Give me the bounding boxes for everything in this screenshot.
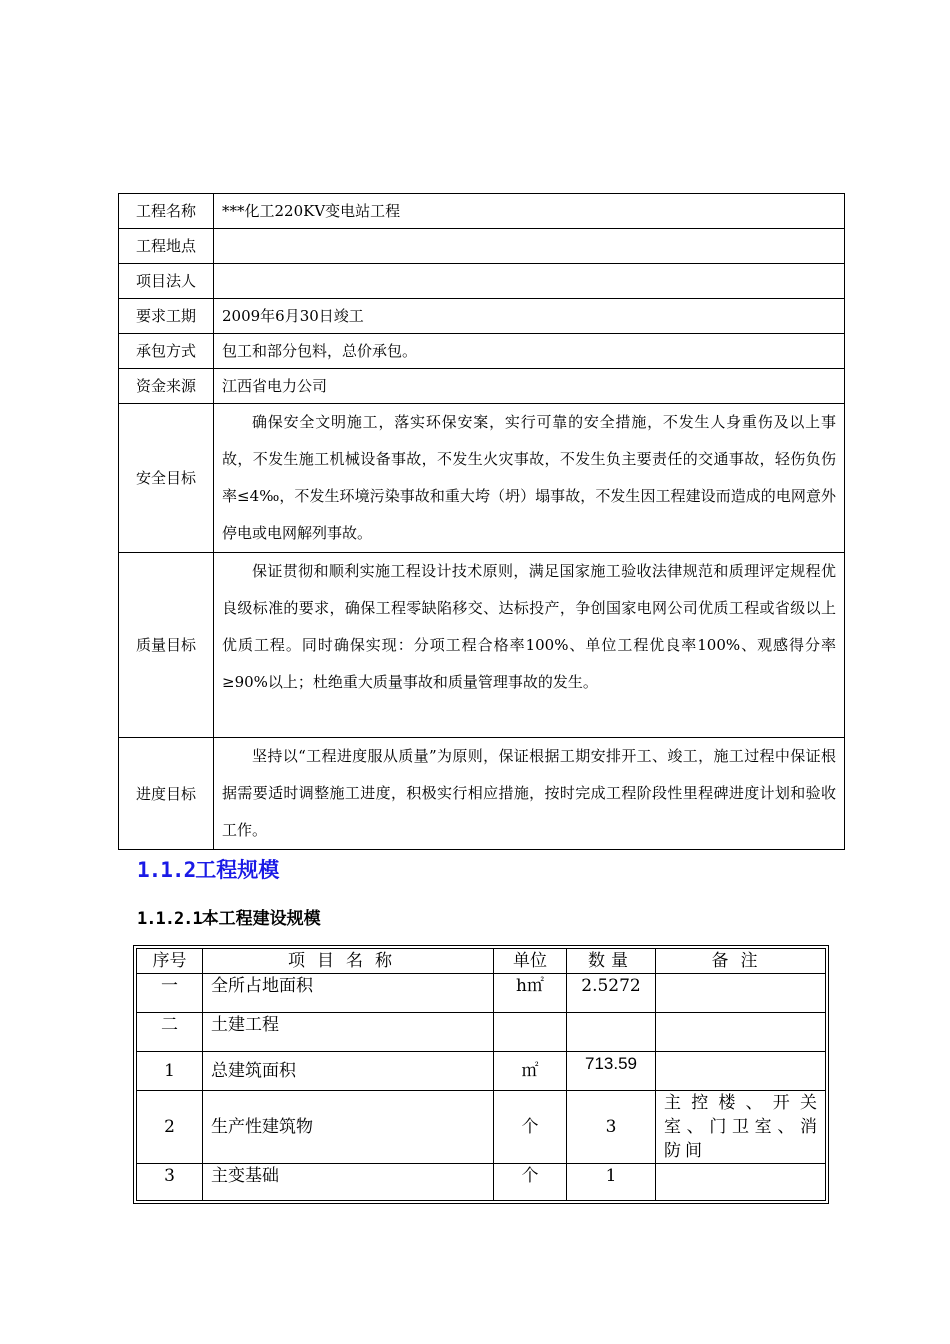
- subsection-title: 本工程建设规模: [201, 909, 321, 929]
- row-value: 包工和部分包料，总价承包。: [214, 334, 845, 369]
- cell-qty: 713.59: [567, 1052, 656, 1091]
- cell-name: 生产性建筑物: [203, 1091, 494, 1164]
- subsection-heading: [137, 904, 321, 929]
- cell-unit: ㎡: [494, 1052, 567, 1091]
- row-value: [214, 264, 845, 299]
- row-value: [214, 229, 845, 264]
- cell-name: 总建筑面积: [203, 1052, 494, 1091]
- table-row: [119, 194, 845, 229]
- table-header-row: [137, 949, 826, 974]
- row-label: 要求工期: [119, 299, 214, 334]
- table-row: [137, 1164, 826, 1201]
- project-info-table: [118, 193, 845, 850]
- cell-name: 主变基础: [203, 1164, 494, 1201]
- table-row: [119, 229, 845, 264]
- cell-qty: 2.5272: [567, 974, 656, 1013]
- row-label: 安全目标: [119, 404, 214, 553]
- cell-unit: 个: [494, 1164, 567, 1201]
- header-cell: 备注: [656, 949, 826, 974]
- table-row: [119, 264, 845, 299]
- table-row: [119, 553, 845, 738]
- row-label: 质量目标: [119, 553, 214, 738]
- cell-qty: 1: [567, 1164, 656, 1201]
- cell-note: [656, 1164, 826, 1201]
- cell-unit: 个: [494, 1091, 567, 1164]
- table-row: [119, 738, 845, 850]
- cell-note: [656, 1052, 826, 1091]
- row-label: 工程名称: [119, 194, 214, 229]
- header-cell: 数量: [567, 949, 656, 974]
- cell-name: 全所占地面积: [203, 974, 494, 1013]
- table-row: [137, 1052, 826, 1091]
- table-row: [137, 974, 826, 1013]
- row-value: ***化工220KV变电站工程: [214, 194, 845, 229]
- cell-note: [656, 1013, 826, 1052]
- section-number: 1.1.2: [137, 858, 196, 882]
- table-row: [119, 299, 845, 334]
- header-cell: 序号: [137, 949, 203, 974]
- table-row: [119, 404, 845, 553]
- header-cell: 项目名称: [203, 949, 494, 974]
- cell-num: 3: [137, 1164, 203, 1201]
- section-heading: [137, 854, 279, 884]
- table-row: [119, 369, 845, 404]
- safety-goal-text: 确保安全文明施工，落实环保安案，实行可靠的安全措施，不发生人身重伤及以上事故，不发生施工机械设备事故，不发生火灾事故，不发生负主要责任的交通事故，轻伤负伤率≤4‰，不发生环境污染事故和重大垮（坍）塌事故，不发生因工程建设而造成的电网意外停电或电网解列事故。: [214, 404, 845, 553]
- header-cell: 单位: [494, 949, 567, 974]
- cell-num: 1: [137, 1052, 203, 1091]
- cell-num: 二: [137, 1013, 203, 1052]
- table-row: [137, 1013, 826, 1052]
- cell-name: 土建工程: [203, 1013, 494, 1052]
- scale-table-frame: [133, 945, 829, 1204]
- row-label: 工程地点: [119, 229, 214, 264]
- cell-note: 主控楼、开关室、门卫室、消防间: [656, 1091, 826, 1164]
- table-row: [119, 334, 845, 369]
- cell-num: 一: [137, 974, 203, 1013]
- row-label: 资金来源: [119, 369, 214, 404]
- row-value: 2009年6月30日竣工: [214, 299, 845, 334]
- quality-goal-text: 保证贯彻和顺利实施工程设计技术原则，满足国家施工验收法律规范和质理评定规程优良级标准的要求，确保工程零缺陷移交、达标投产，争创国家电网公司优质工程或省级以上优质工程。同时确保实现：分项工程合格率100%、单位工程优良率100%、观感得分率≥90%以上；杜绝重大质量事故和质量管理事故的发生。: [214, 553, 845, 738]
- row-value: 江西省电力公司: [214, 369, 845, 404]
- cell-unit: h㎡: [494, 974, 567, 1013]
- cell-num: 2: [137, 1091, 203, 1164]
- row-label: 承包方式: [119, 334, 214, 369]
- cell-qty: [567, 1013, 656, 1052]
- cell-qty: 3: [567, 1091, 656, 1164]
- row-label: 进度目标: [119, 738, 214, 850]
- subsection-number: 1.1.2.1: [137, 909, 202, 929]
- row-label: 项目法人: [119, 264, 214, 299]
- section-title: 工程规模: [195, 858, 280, 882]
- cell-unit: [494, 1013, 567, 1052]
- cell-note: [656, 974, 826, 1013]
- table-row: [137, 1091, 826, 1164]
- schedule-goal-text: 坚持以“工程进度服从质量”为原则，保证根据工期安排开工、竣工，施工过程中保证根据需要适时调整施工进度，积极实行相应措施，按时完成工程阶段性里程碑进度计划和验收工作。: [214, 738, 845, 850]
- construction-scale-table: [136, 948, 826, 1201]
